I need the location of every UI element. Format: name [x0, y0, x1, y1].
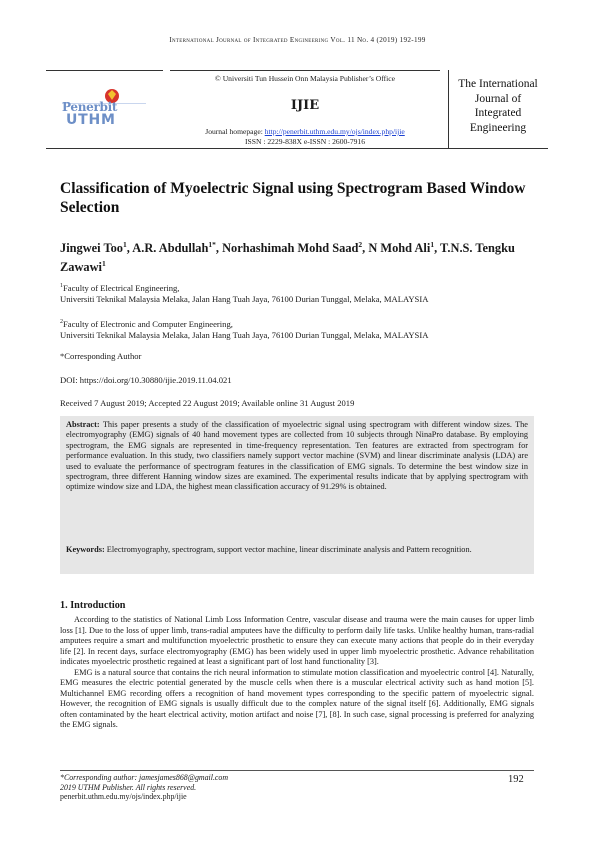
affiliation-1: [60, 281, 540, 306]
author-affil-marker: 1: [123, 240, 127, 249]
paper-title: Classification of Myoelectric Signal using Spectrogram Based Window Selection: [60, 180, 526, 216]
author-name: , T.N.S. Tengku Zawawi: [60, 241, 515, 275]
affiliation-address: Universiti Teknikal Malaysia Melaka, Jalan Hang Tuah Jaya, 76100 Durian Tunggal, Melaka, MALAYSIA: [60, 294, 429, 305]
abstract-label: Abstract:: [66, 420, 100, 429]
footer-corresponding-email: *Corresponding author: jamesjames868@gmail.com: [60, 773, 229, 782]
author-affil-marker: 1: [102, 259, 106, 269]
author-affil-marker: 1*: [208, 240, 216, 249]
affiliation-dept: Faculty of Electrical Engineering,: [63, 282, 180, 293]
affiliation-marker: 1: [60, 283, 63, 289]
journal-running-header: International Journal of Integrated Engineering Vol. 11 No. 4 (2019) 192-199: [169, 36, 426, 44]
footer-copyright: 2019 UTHM Publisher. All rights reserved.: [60, 782, 197, 792]
author-affil-marker: 2: [358, 240, 363, 249]
keywords: [66, 545, 528, 555]
author-list: [60, 237, 540, 275]
footer-url[interactable]: penerbit.uthm.edu.my/ojs/index.php/ijie: [60, 792, 187, 802]
abstract: [66, 420, 528, 493]
journal-homepage: [170, 127, 440, 136]
logo-penerbit-text: Penerbit: [62, 100, 118, 114]
affiliation-marker: 2: [60, 319, 63, 325]
section-heading-introduction: 1. Introduction: [60, 600, 126, 611]
corresponding-author-note: *Corresponding Author: [60, 351, 142, 361]
publisher-copyright: © Universiti Tun Hussein Onn Malaysia Publisher’s Office: [215, 74, 395, 83]
introduction-body: [60, 615, 534, 731]
footer-rule: [60, 770, 534, 771]
journal-full-title: The International Journal of Integrated Engineering: [458, 78, 538, 134]
doi-line[interactable]: DOI: https://doi.org/10.30880/ijie.2019.11.04.021: [60, 375, 232, 385]
homepage-label: Journal homepage:: [205, 127, 265, 136]
issn-line: ISSN : 2229-838X e-ISSN : 2600-7916: [244, 137, 366, 146]
author-name: Jingwei Too: [60, 241, 124, 256]
header-rule-middle: [170, 70, 440, 71]
homepage-link[interactable]: http://penerbit.uthm.edu.my/ojs/index.php/ijie: [264, 127, 405, 136]
author-name: , N Mohd Ali: [362, 241, 431, 256]
author-name: , A.R. Abdullah: [126, 241, 209, 256]
keywords-body: Electromyography, spectrogram, support vector machine, linear discriminate analysis and Pattern recognition.: [104, 545, 472, 554]
page-number: 192: [508, 774, 524, 785]
header-rule-bottom: [46, 148, 548, 149]
affiliation-2: [60, 317, 540, 342]
paragraph: According to the statistics of National Limb Loss Information Centre, vascular disease and trauma were the main causes for upper limb loss [1]. Due to the loss of upper limb, trans-radial amputees have the difficulty to perform daily life tasks. Unlike healthy human, trans-radial amputees require a smart and multifunction myoelectric prosthetic to ensure they can execute many actions that people do in their everyday life [2]. In recent days, surface electromyography (EMG) has been widely used in upper limb myoelectric prosthetic. Advance rehabilitation indicates myoelectric prosthetic regained at least a significant part of lost hand functionality [3].: [60, 615, 534, 666]
affiliation-address: Universiti Teknikal Malaysia Melaka, Jalan Hang Tuah Jaya, 76100 Durian Tunggal, Melaka, MALAYSIA: [60, 330, 429, 341]
header-rule-left: [46, 70, 163, 71]
abstract-body: This paper presents a study of the classification of myoelectric signal using spectrogram with different window sizes. The electromyography (EMG) signals of 40 hand movement types are collected from 10 subjects through NinaPro database. By employing spectrogram, the EMG signals are represented in time-frequency representation. Ten features are extracted from spectrogram for performance evaluation. In this study, two classifiers namely support vector machine (SVM) and linear discriminate analysis (LDA) are used to evaluate the performance of spectrogram features in the classification of EMG signals. To determine the best window size in spectrogram, three different Hanning window sizes are examined. The experimental results indicate that by applying spectrogram with optimize window size and LDA, the highest mean classification accuracy of 91.29% is obtained.: [66, 420, 528, 492]
paragraph: EMG is a natural source that contains the rich neural information to stimulate motion classification and myoelectric control [4]. Naturally, EMG measures the electric potential generated by the muscle cells when there is a muscular electrical activity such as hand motion [5]. Multichannel EMG recording offers a recognition of hand movement types corresponding to the specific pattern of myoelectric signal. However, the recognition of EMG signals is usually difficult due to the complex nature of the signal itself [6]. Additionally, EMG signals often contaminated by the heart electrical activity, motion artifact and noise [7], [8]. In such case, signal processing is preferred for analyzing the EMG signals.: [60, 667, 534, 729]
author-affil-marker: 1: [430, 240, 435, 249]
publication-dates: Received 7 August 2019; Accepted 22 August 2019; Available online 31 August 2019: [60, 398, 355, 408]
keywords-label: Keywords:: [66, 545, 105, 554]
author-name: , Norhashimah Mohd Saad: [215, 241, 359, 256]
logo-uthm-text: UTHM: [66, 112, 116, 128]
journal-abbreviation: IJIE: [290, 98, 320, 113]
affiliation-dept: Faculty of Electronic and Computer Engineering,: [63, 318, 233, 329]
footer: [60, 773, 460, 802]
